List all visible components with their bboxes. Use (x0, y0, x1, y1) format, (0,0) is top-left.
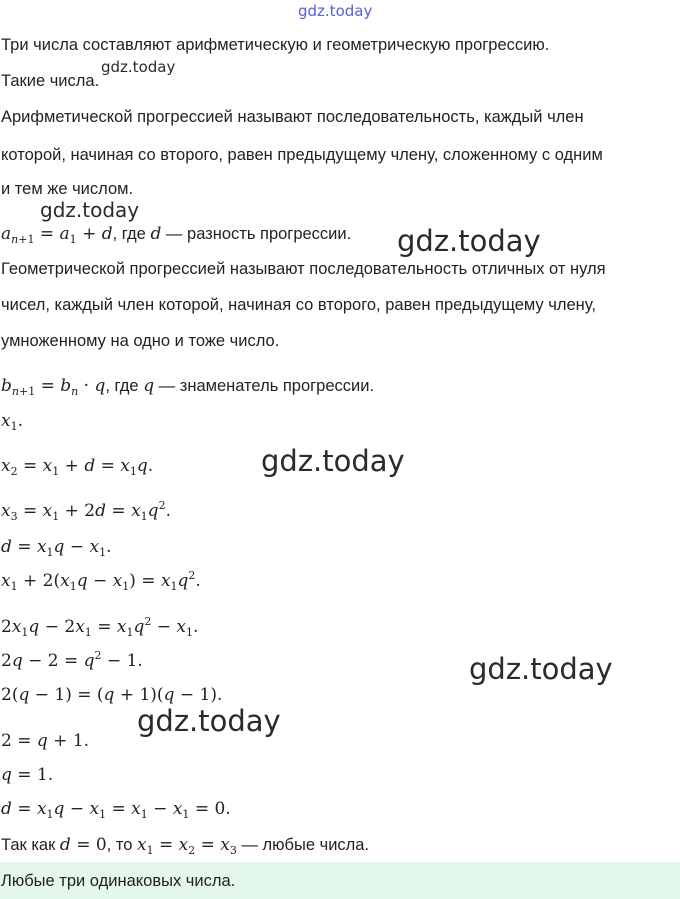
problem-answer-hint: Такие числа. (1, 72, 100, 90)
watermark: gdz.today (397, 224, 541, 258)
math-line: $2q - 2 = q^2 - 1$. (1, 649, 143, 671)
math-line: q = 1. (1, 765, 54, 785)
math-line: 2(q − 1) = (q + 1)(q − 1). (1, 685, 223, 705)
math-line: $x_3 = x_1 + 2d = x_1q^2$. (1, 499, 171, 523)
watermark: gdz.today (137, 704, 281, 738)
math-line: $x_1$. (1, 411, 23, 433)
watermark: gdz.today (469, 652, 613, 686)
watermark: gdz.today (298, 2, 373, 20)
math-line: $2x_1q - 2x_1 = x_1q^2 - x_1$. (1, 615, 199, 639)
math-line: 2 = q + 1. (1, 731, 90, 751)
watermark: gdz.today (101, 58, 176, 76)
definition-arithmetic: Арифметической прогрессией называют последовательность, каждый член (1, 108, 584, 126)
problem-statement: Три числа составляют арифметическую и геометрическую прогрессию. (1, 36, 550, 54)
definition-geometric: Геометрической прогрессией называют последовательность отличных от нуля (1, 260, 606, 278)
watermark: gdz.today (261, 444, 405, 478)
answer-text: Любые три одинаковых числа. (1, 872, 236, 890)
definition-geometric-cont: чисел, каждый член которой, начиная со второго, равен предыдущему члену, (1, 296, 596, 314)
math-line: $d = x_1q - x_1$. (1, 537, 112, 559)
math-line: $x_1 + 2(x_1q - x_1) = x_1q^2$. (1, 569, 201, 593)
answer-box (0, 862, 680, 899)
definition-geometric-end: умноженному на одно и тоже число. (1, 332, 280, 350)
geometric-formula: $b_{n+1} = b_n \cdot q$, где q — знаменатель прогрессии. (1, 376, 375, 398)
definition-arithmetic-cont: которой, начиная со второго, равен предыдущему члену, сложенному с одним (1, 146, 603, 164)
watermark: gdz.today (40, 198, 140, 222)
math-line: $d = x_1q - x_1 = x_1 - x_1 = 0$. (1, 799, 231, 821)
math-line: $x_2 = x_1 + d = x_1q$. (1, 456, 154, 478)
definition-arithmetic-end: и тем же числом. (1, 180, 134, 198)
conclusion: Так как d = 0, то $x_1 = x_2 = x_3$ — любые числа. (1, 835, 370, 857)
arithmetic-formula: $a_{n+1} = a_1 + d$, где d — разность прогрессии. (1, 224, 352, 246)
